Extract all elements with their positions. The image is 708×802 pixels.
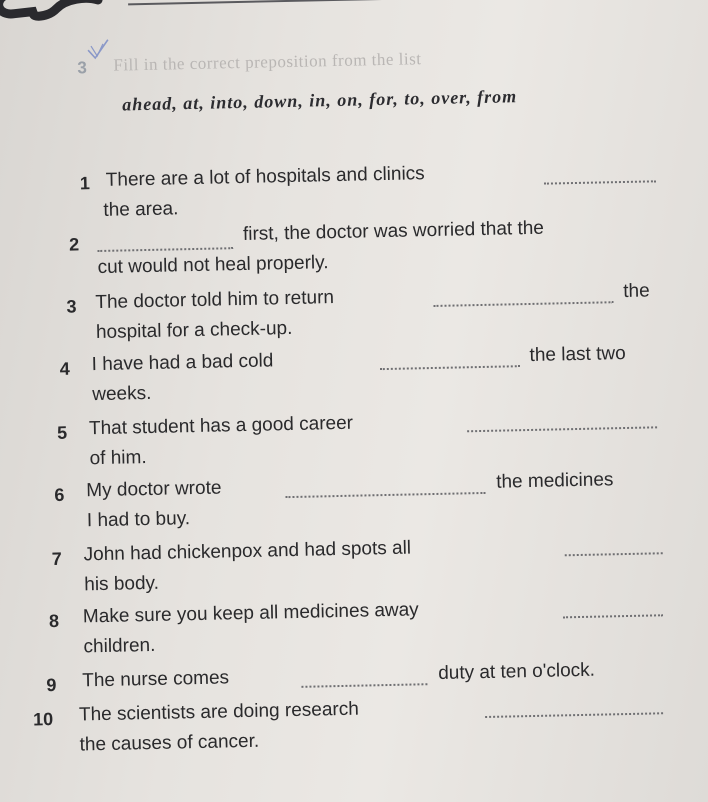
preposition-word-list: ahead, at, into, down, in, on, for, to, over, from — [122, 86, 518, 115]
header-rule — [128, 0, 688, 5]
item-number: 4 — [59, 358, 70, 379]
item-number: 7 — [51, 548, 62, 570]
answer-blank[interactable] — [433, 287, 613, 307]
sentence-text: the causes of cancer. — [79, 730, 260, 756]
sentence-text: duty at ten o'clock. — [437, 659, 596, 684]
sentence-text: I had to buy. — [86, 508, 191, 532]
exercise-instruction: Fill in the correct preposition from the list — [113, 49, 422, 75]
item-number: 1 — [79, 173, 91, 194]
sentence-text: weeks. — [92, 382, 152, 406]
sentence-text: Make sure you keep all medicines away — [82, 599, 419, 628]
item-number: 3 — [66, 296, 77, 317]
answer-blank[interactable] — [485, 698, 663, 718]
sentence-text: of him. — [89, 447, 147, 470]
item-number: 5 — [56, 422, 68, 443]
answer-blank[interactable] — [285, 478, 485, 498]
sentence-text: his body. — [84, 572, 160, 596]
sentence-text: the last two — [529, 342, 626, 366]
sentence-text: the area. — [103, 198, 179, 221]
sentence-text: John had chickenpox and had spots all — [83, 537, 412, 566]
checkmark-icon — [85, 38, 112, 65]
exercise-number: 3 — [77, 58, 88, 78]
answer-blank[interactable] — [301, 669, 427, 688]
book-logo-icon — [0, 0, 106, 22]
answer-blank[interactable] — [544, 166, 656, 184]
answer-blank[interactable] — [97, 233, 233, 252]
item-number: 9 — [46, 674, 57, 696]
item-number: 8 — [48, 610, 60, 632]
sentence-text: the medicines — [495, 469, 614, 493]
item-number: 6 — [54, 484, 65, 505]
sentence-text: That student has a good career — [88, 412, 354, 440]
sentence-text: hospital for a check-up. — [95, 317, 293, 344]
answer-blank[interactable] — [379, 351, 519, 370]
sentence-text: I have had a bad cold — [91, 350, 274, 376]
sentence-text: The scientists are doing research — [78, 698, 360, 726]
sentence-text: children. — [83, 634, 156, 658]
sentence-text: cut would not heal properly. — [97, 252, 329, 279]
item-number: 2 — [68, 234, 80, 255]
answer-blank[interactable] — [563, 600, 663, 618]
sentence-text: The doctor told him to return — [95, 287, 335, 314]
sentence-text: first, the doctor was worried that the — [242, 217, 545, 245]
sentence-text: The nurse comes — [82, 667, 230, 692]
sentence-text: the — [623, 280, 650, 303]
item-number: 10 — [32, 709, 54, 730]
sentence-text: My doctor wrote — [86, 477, 222, 502]
answer-blank[interactable] — [564, 538, 662, 556]
answer-blank[interactable] — [467, 412, 657, 432]
sentence-text: There are a lot of hospitals and clinics — [105, 163, 425, 191]
